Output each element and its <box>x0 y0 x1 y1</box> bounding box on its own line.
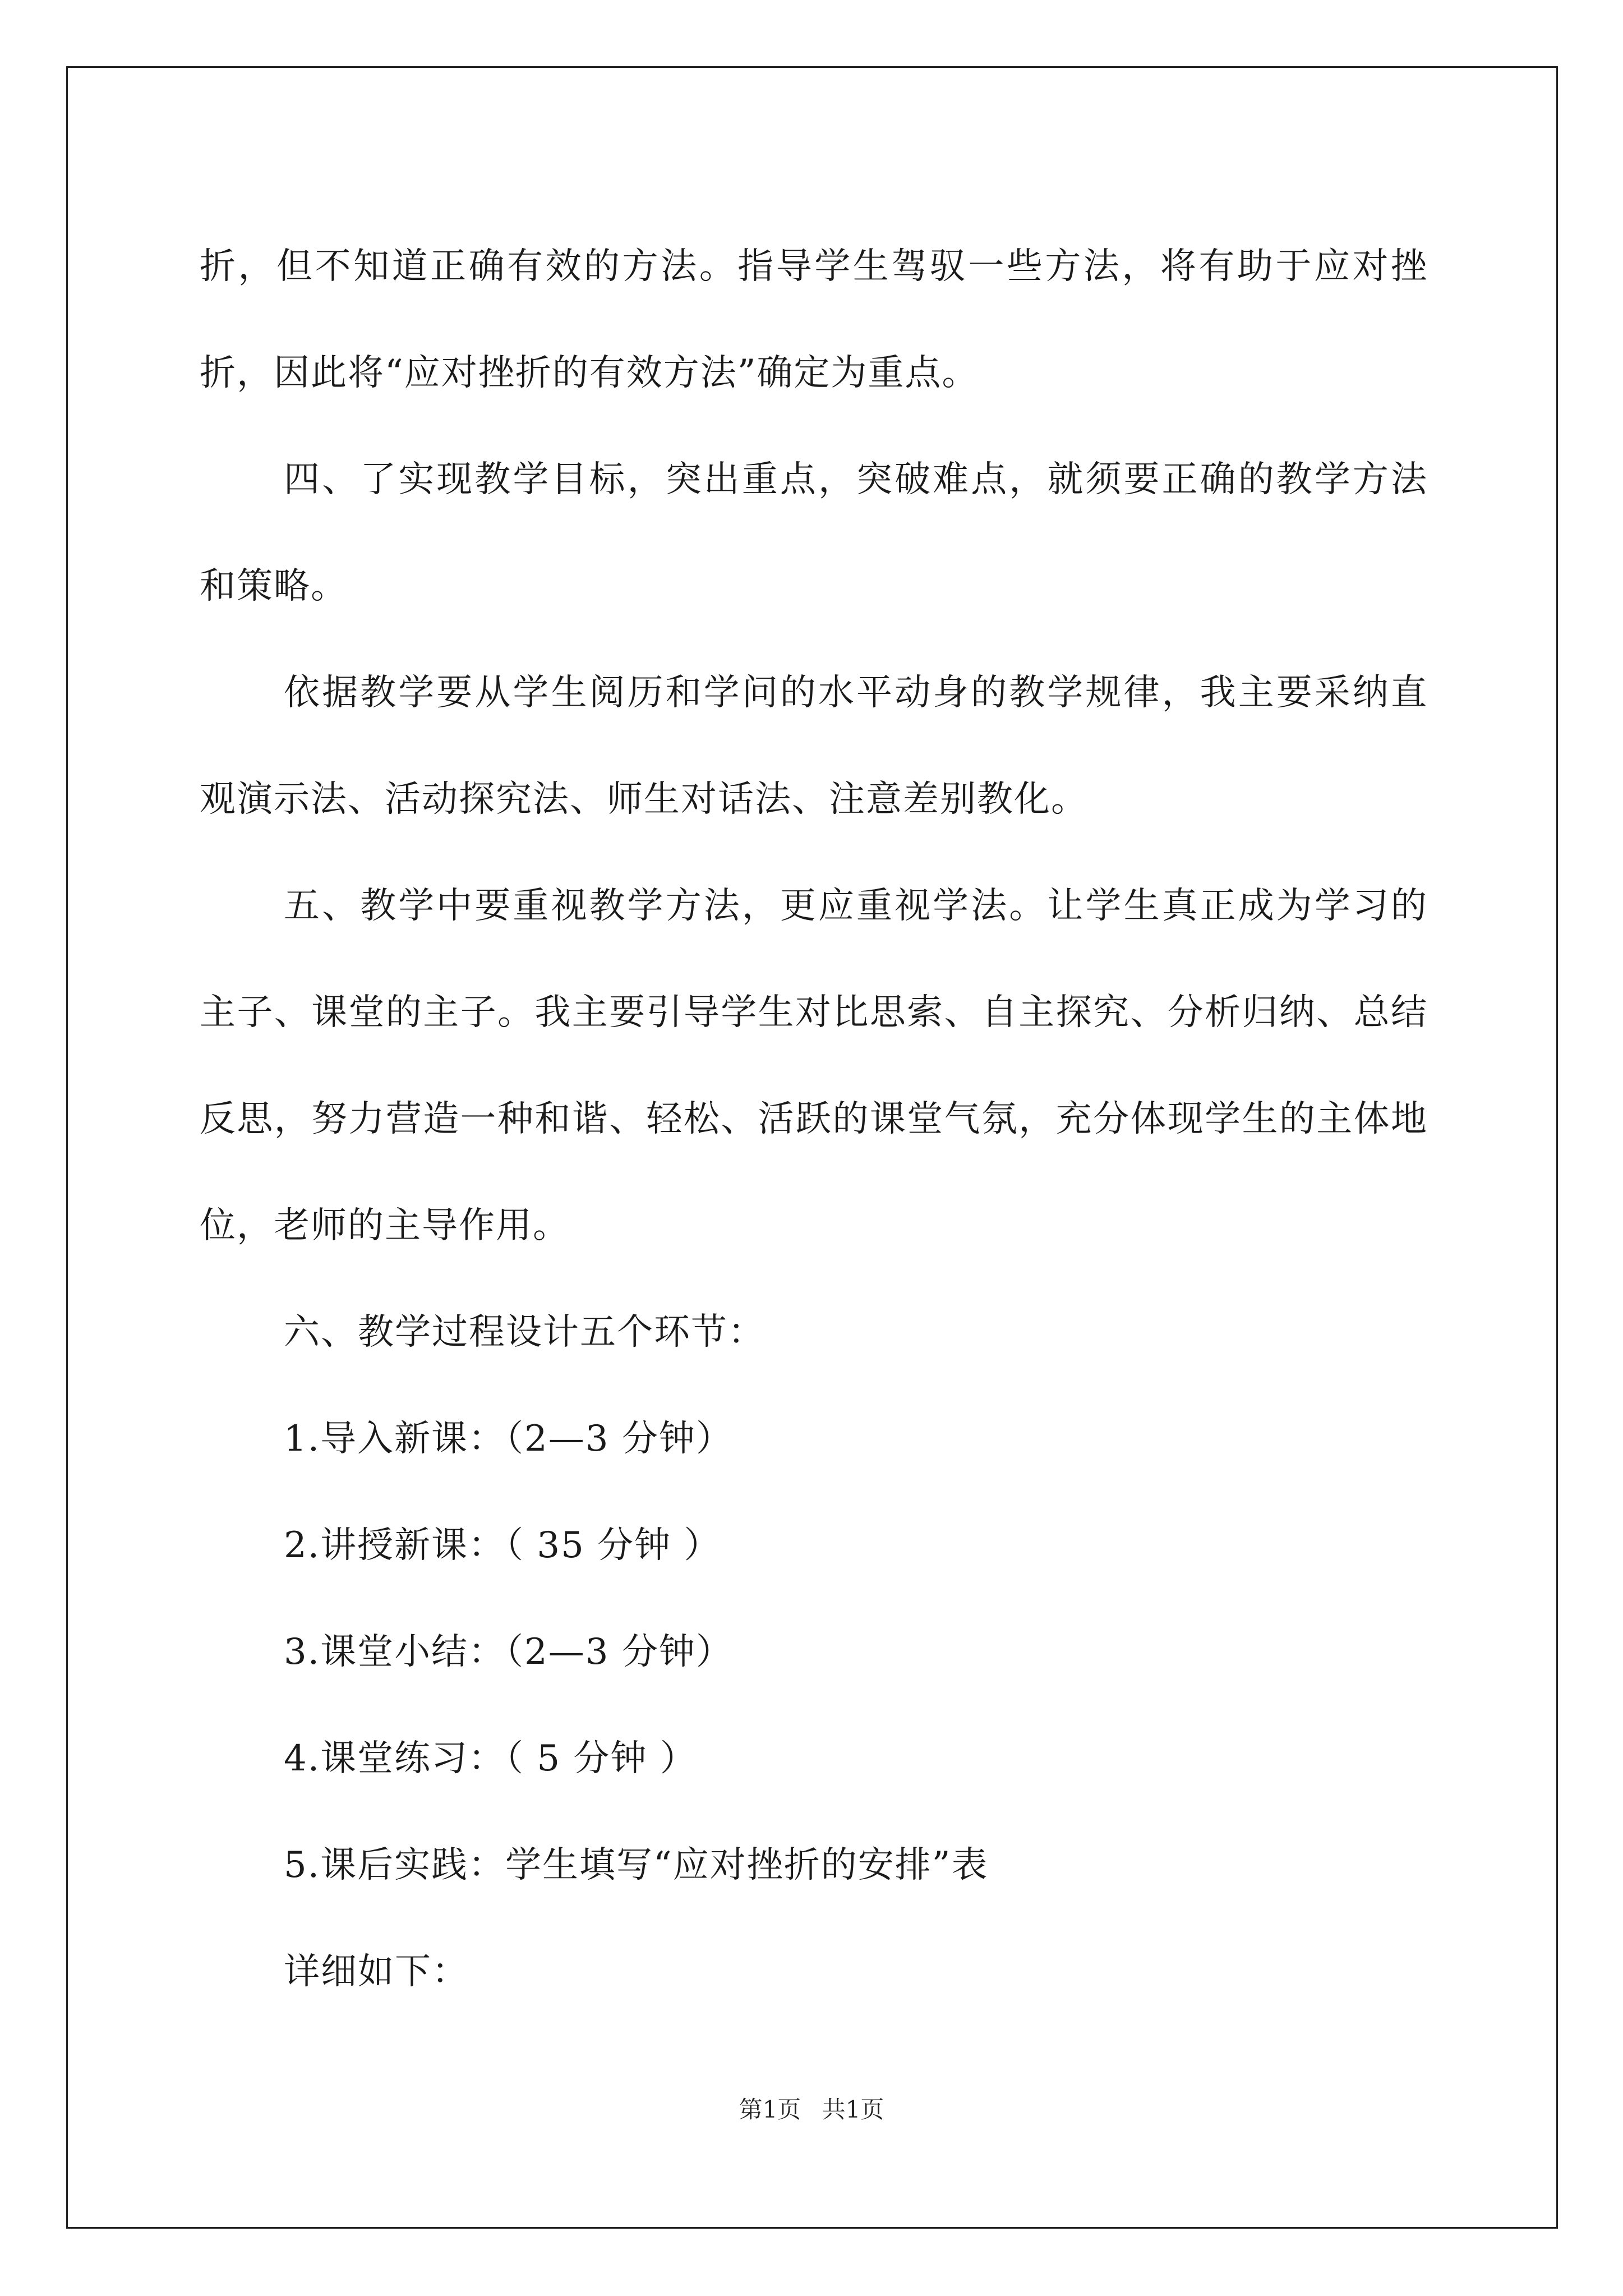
page-number: 第1页 <box>739 2096 801 2123</box>
paragraph-2: 四、了实现教学目标，突出重点，突破难点，就须要正确的教学方法和策略。 <box>200 459 1428 607</box>
paragraph-4: 五、教学中要重视教学方法，更应重视学法。让学生真正成为学习的主子、课堂的主子。我主要引导学生对比思索、自主探究、分析归纳、总结反思，努力营造一种和谐、轻松、活跃的课堂气氛，充分体现学生的主体地位，老师的主导作用。 <box>200 885 1428 1246</box>
document-body <box>200 213 1428 2025</box>
list-item-5: 5.课后实践：学生填写“应对挫折的安排”表 <box>284 1844 989 1886</box>
paragraph-details: 详细如下： <box>284 1951 469 1993</box>
paragraph-5: 六、教学过程设计五个环节： <box>284 1312 765 1353</box>
list-item-4: 4.课堂练习：（ 5 分钟 ） <box>284 1738 697 1779</box>
paragraph-1: 折，但不知道正确有效的方法。指导学生驾驭一些方法，将有助于应对挫折，因此将“应对挫折的有效方法”确定为重点。 <box>200 246 1428 394</box>
list-item-1: 1.导入新课：（2—3 分钟） <box>284 1418 733 1460</box>
list-item-3: 3.课堂小结：（2—3 分钟） <box>284 1631 733 1673</box>
page-total: 共1页 <box>822 2096 884 2123</box>
paragraph-3: 依据教学要从学生阅历和学问的水平动身的教学规律，我主要采纳直观演示法、活动探究法、师生对话法、注意差别教化。 <box>200 672 1428 820</box>
page-footer <box>0 2091 1623 2125</box>
list-item-2: 2.讲授新课：（ 35 分钟 ） <box>284 1525 721 1566</box>
